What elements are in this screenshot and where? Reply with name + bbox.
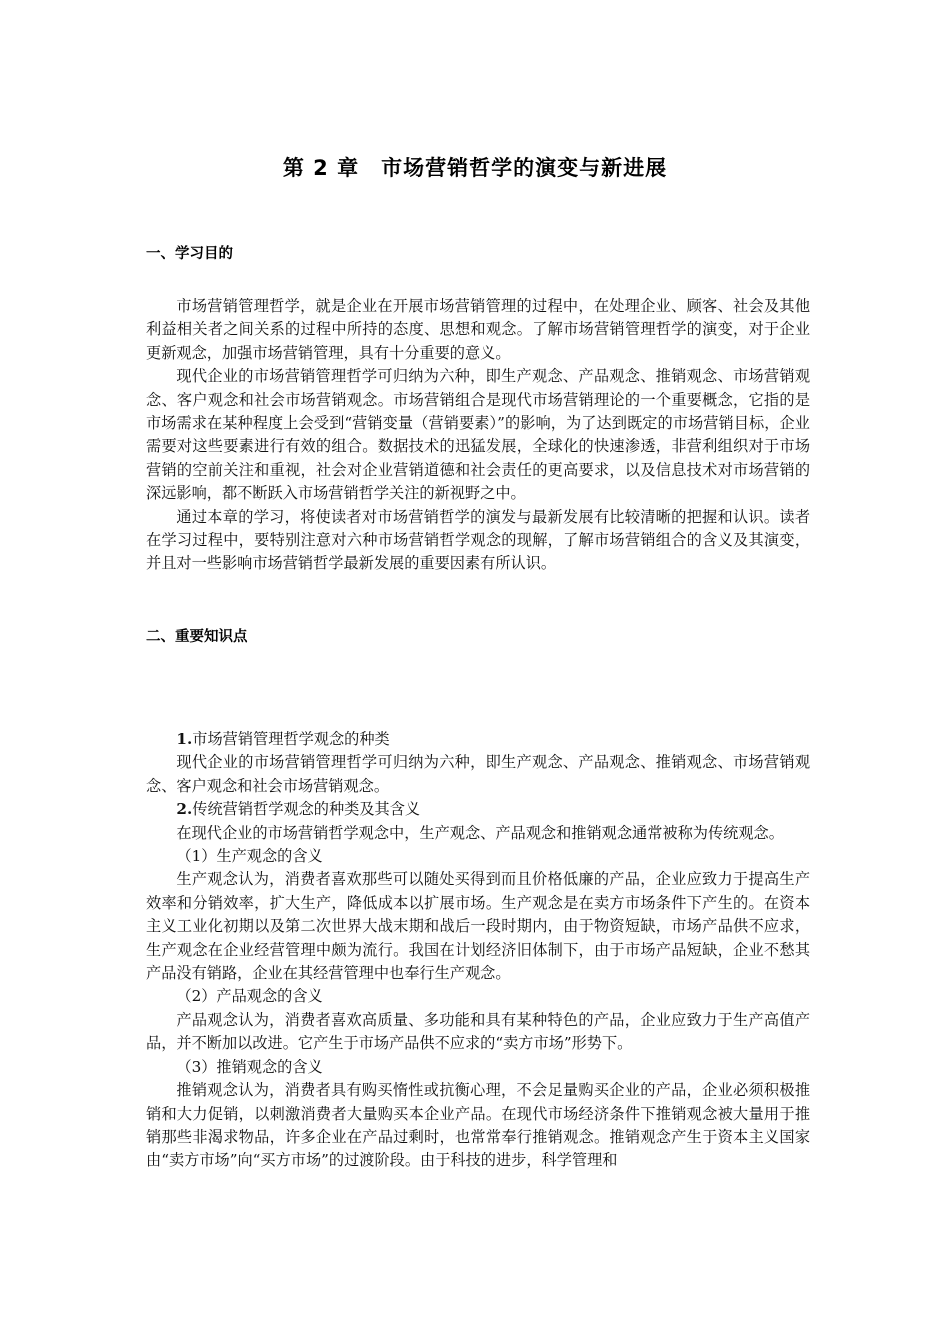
sub-heading-product: （2）产品观念的含义	[176, 987, 323, 1006]
item-title: 传统营销哲学观念的种类及其含义	[192, 800, 421, 819]
knowledge-item-2-heading	[146, 798, 810, 821]
sub-text-production: 生产观念认为，消费者喜欢那些可以随处买得到而且价格低廉的产品，企业应致力于提高生产效率和分销效率，扩大生产，降低成本以扩展市场。生产观念是在卖方市场条件下产生的。在资本主义工业化初期以及第二次世界大战末期和战后一段时期内，由于物资短缺，市场产品供不应求，生产观念在企业经营管理中颇为流行。我国在计划经济旧体制下，由于市场产品短缺，企业不愁其产品没有销路，企业在其经营管理中也奉行生产观念。	[146, 870, 810, 983]
item-title: 市场营销管理哲学观念的种类	[192, 730, 390, 748]
item-number: 1.	[176, 730, 193, 748]
sub-heading-selling: （3）推销观念的含义	[176, 1057, 323, 1076]
objectives-paragraph: 现代企业的市场营销管理哲学可归纳为六种，即生产观念、产品观念、推销观念、市场营销观念、客户观念和社会市场营销观念。市场营销组合是现代市场营销理论的一个重要概念，它指的是市场需求在某种程度上会受到“营销变量（营销要素）”的影响，为了达到既定的市场营销目标，企业需要对这些要素进行有效的组合。数据技术的迅猛发展，全球化的快速渗透，非营利组织对于市场营销的空前关注和重视，社会对企业营销道德和社会责任的更高要求，以及信息技术对市场营销的深远影响，都不断跃入市场营销哲学关注的新视野之中。	[146, 367, 810, 503]
section-heading-knowledge: 二、重要知识点	[146, 629, 248, 645]
knowledge-item-2-text: 在现代企业的市场营销哲学观念中，生产观念、产品观念和推销观念通常被称为传统观念。	[176, 823, 784, 842]
objectives-body	[146, 295, 810, 576]
item-number: 2.	[176, 800, 193, 819]
objectives-paragraph: 市场营销管理哲学，就是企业在开展市场营销管理的过程中，在处理企业、顾客、社会及其他利益相关者之间关系的过程中所持的态度、思想和观念。了解市场营销管理哲学的演变，对于企业更新观念，加强市场营销管理，具有十分重要的意义。	[146, 297, 810, 362]
objectives-paragraph: 通过本章的学习，将使读者对市场营销哲学的演发与最新发展有比较清晰的把握和认识。读者在学习过程中，要特别注意对六种市场营销哲学观念的现解，了解市场营销组合的含义及其演变，并且对一些影响市场营销哲学最新发展的重要因素有所认识。	[146, 507, 810, 573]
knowledge-item-1-text: 现代企业的市场营销管理哲学可归纳为六种，即生产观念、产品观念、推销观念、市场营销观念、客户观念和社会市场营销观念。	[146, 753, 810, 795]
sub-text-selling: 推销观念认为，消费者具有购买惰性或抗衡心理，不会足量购买企业的产品，企业必须积极推销和大力促销，以刺激消费者大量购买本企业产品。在现代市场经济条件下推销观念被大量用于推销那些非渴求物品，许多企业在产品过剩时，也常常奉行推销观念。推销观念产生于资本主义国家由“卖方市场”向“买方市场”的过渡阶段。由于科技的进步，科学管理和	[146, 1081, 810, 1170]
knowledge-body	[146, 728, 810, 1173]
sub-heading-production: （1）生产观念的含义	[176, 847, 323, 866]
section-heading-objectives: 一、学习目的	[146, 246, 233, 262]
chapter-title: 第 2 章 市场营销哲学的演变与新进展	[282, 156, 668, 180]
knowledge-item-1-heading	[146, 728, 810, 751]
sub-text-product: 产品观念认为，消费者喜欢高质量、多功能和具有某种特色的产品，企业应致力于生产高值产品，并不断加以改进。它产生于市场产品供不应求的“卖方市场”形势下。	[146, 1010, 810, 1053]
